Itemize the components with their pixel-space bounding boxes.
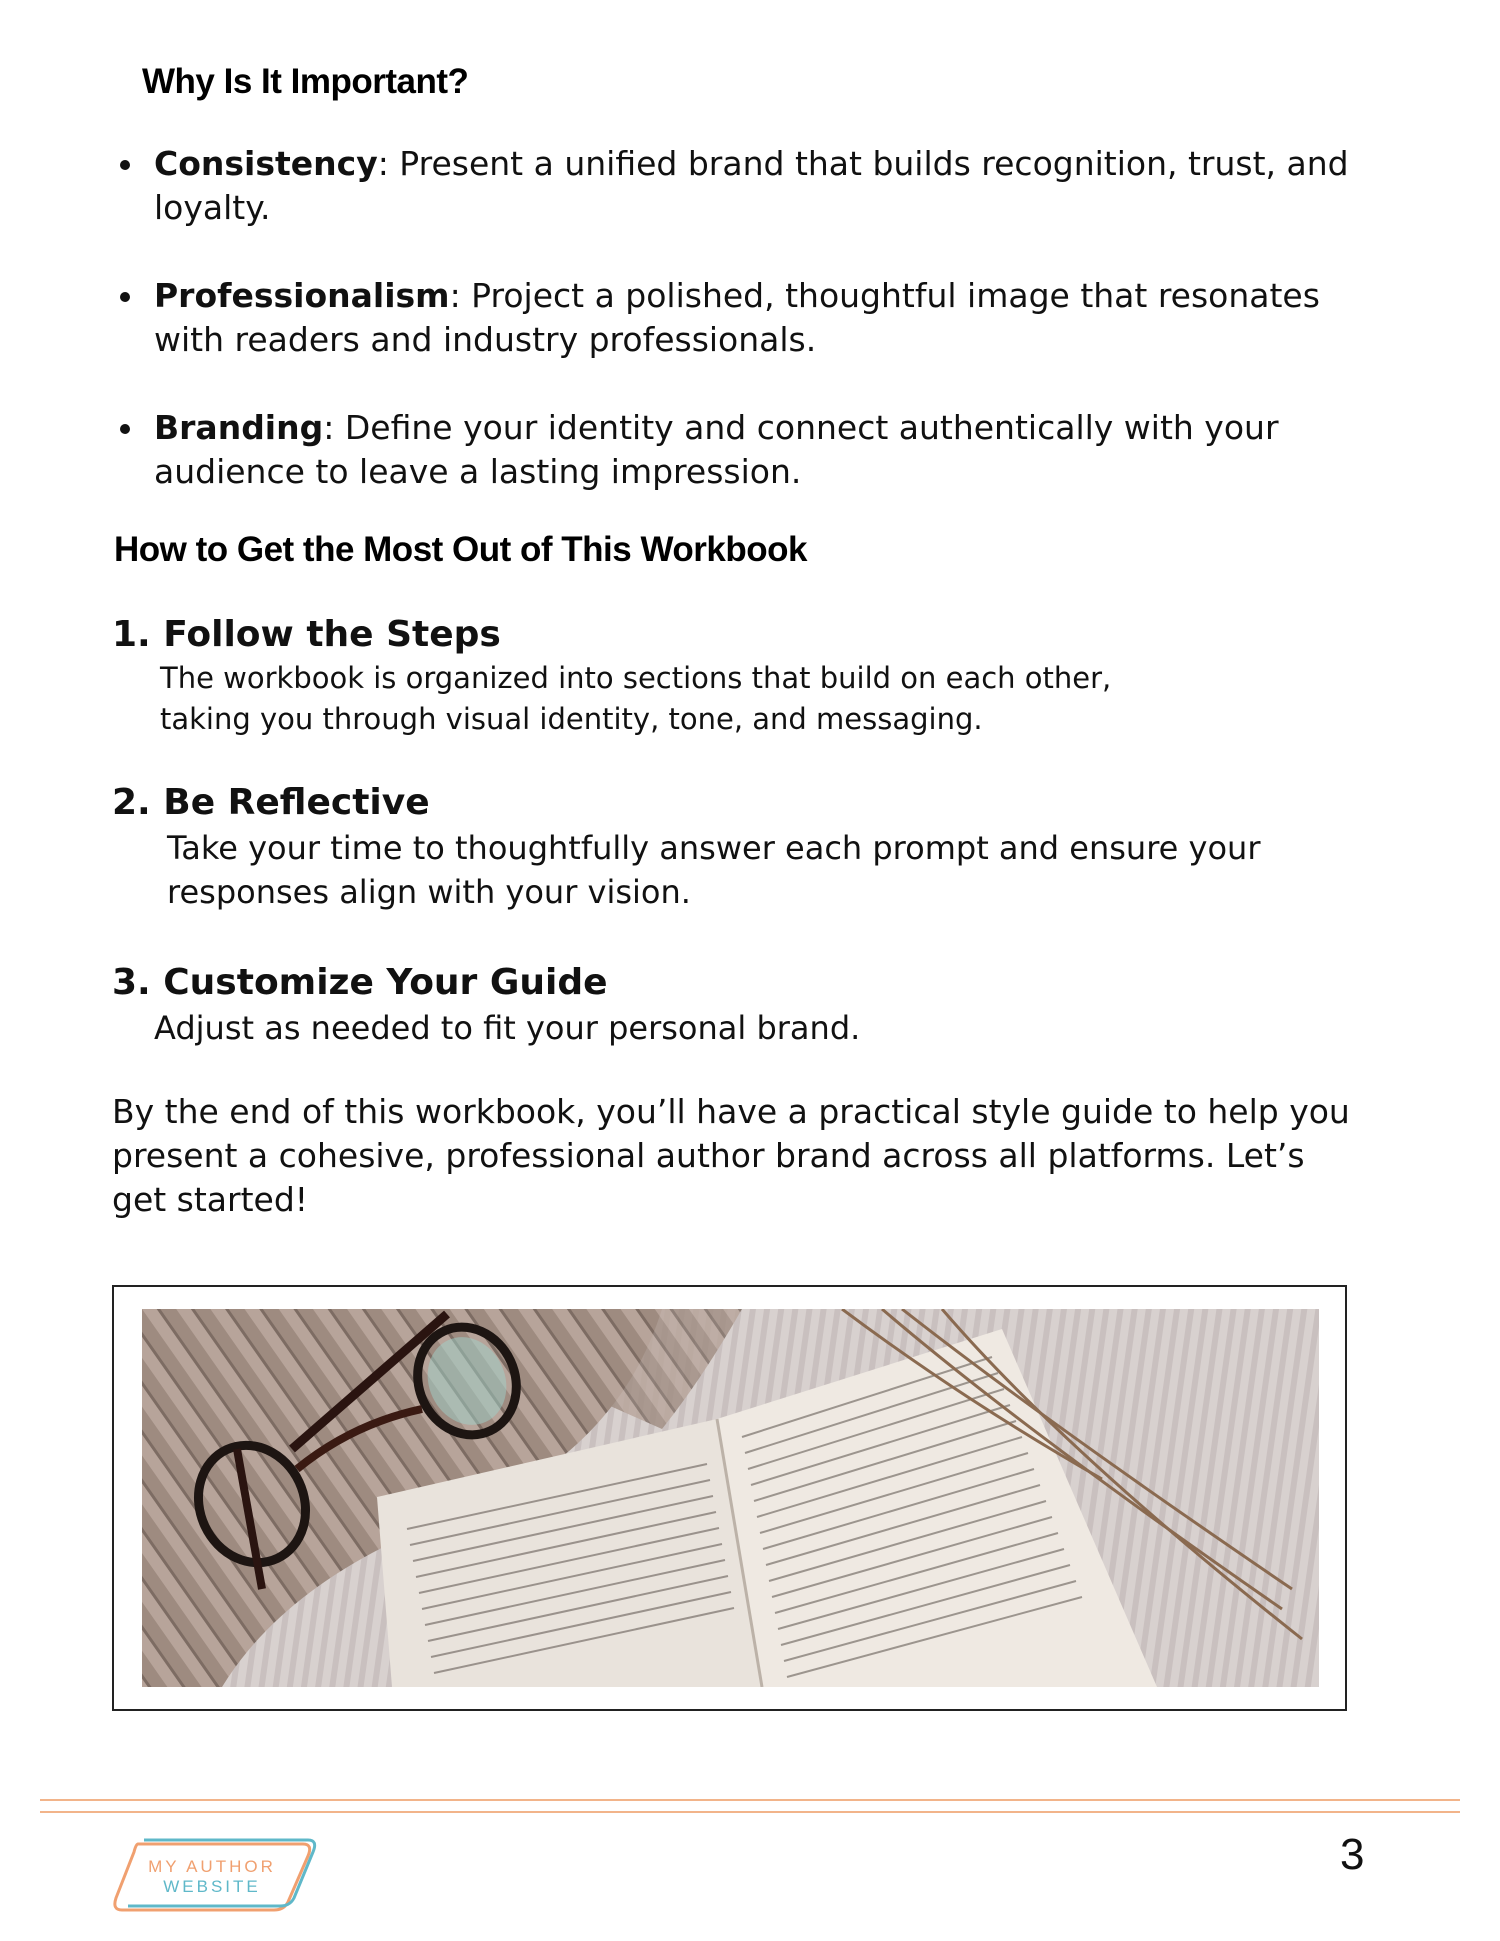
bullet-term: Consistency: [154, 144, 378, 183]
step-title: 1. Follow the Steps: [112, 614, 501, 655]
logo-text-line2: WEBSITE: [163, 1877, 261, 1896]
list-item: [112, 274, 1362, 362]
bullet-text: : Define your identity and connect authentically with your audience to leave a lasting impression.: [154, 408, 1279, 491]
step-title: 2. Be Reflective: [112, 782, 430, 823]
footer-rule: [40, 1799, 1460, 1801]
site-logo: [108, 1836, 318, 1920]
step-body: [112, 1006, 1372, 1050]
bullet-term: Professionalism: [154, 276, 450, 315]
footer-rule: [40, 1811, 1460, 1813]
closing-paragraph: By the end of this workbook, you’ll have a practical style guide to help you present a cohesive, professional author brand across all platforms. Let’s get started!: [112, 1092, 1350, 1219]
bullet-term: Branding: [154, 408, 324, 447]
bullet-dot: [120, 160, 130, 170]
importance-list: [112, 142, 1362, 538]
step-reflective: [112, 780, 1372, 914]
step-body-line: The workbook is organized into sections that build on each other,: [160, 661, 1112, 695]
list-item: [112, 142, 1362, 230]
logo-text-line1: MY AUTHOR: [148, 1857, 276, 1876]
step-title: 3. Customize Your Guide: [112, 962, 608, 1003]
list-item: [112, 406, 1362, 494]
photo-frame: [112, 1285, 1347, 1711]
bullet-text: : Project a polished, thoughtful image that resonates with readers and industry professionals.: [154, 276, 1320, 359]
step-body-line: Take your time to thoughtfully answer each prompt and ensure your: [167, 829, 1261, 867]
book-and-glasses-photo: [142, 1309, 1319, 1687]
step-body: [112, 826, 1372, 914]
page-number: 3: [1340, 1830, 1365, 1879]
step-body-line: Adjust as needed to fit your personal brand.: [154, 1009, 861, 1047]
bullet-dot: [120, 424, 130, 434]
step-customize: [112, 960, 1372, 1050]
section-heading-why: Why Is It Important?: [142, 62, 469, 101]
bullet-dot: [120, 292, 130, 302]
step-follow: [112, 612, 1372, 740]
step-body-line: responses align with your vision.: [167, 873, 691, 911]
step-body: [112, 658, 1372, 740]
bullet-text: : Present a unified brand that builds recognition, trust, and loyalty.: [154, 144, 1349, 227]
step-body-line: taking you through visual identity, tone, and messaging.: [160, 702, 983, 736]
section-heading-how: How to Get the Most Out of This Workbook: [114, 530, 807, 569]
